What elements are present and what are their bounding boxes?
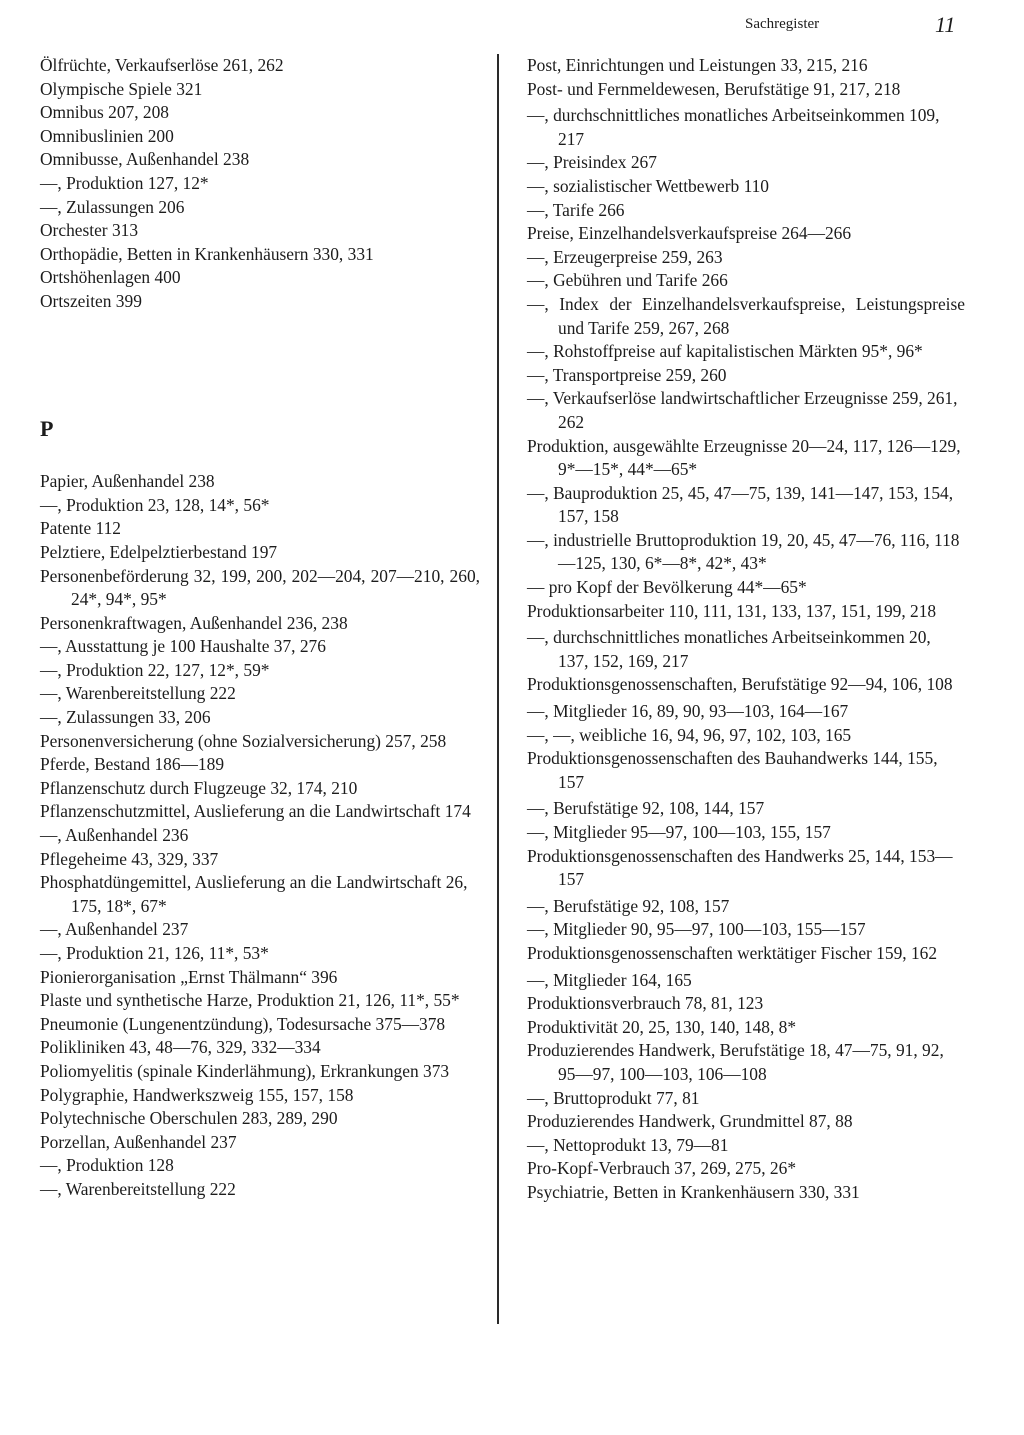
- index-entry: Produktion, ausgewählte Erzeugnisse 20—24, 117, 126—129, 9*—15*, 44*—65*: [527, 435, 961, 480]
- index-entry: Pferde, Bestand 186—189: [40, 754, 225, 775]
- index-entry: —, Warenbereitstellung 222: [40, 683, 236, 704]
- index-entry: —, sozialistischer Wettbewerb 110: [527, 175, 770, 196]
- index-entry: Plaste und synthetische Harze, Produktion 21, 126, 11*, 55*: [40, 990, 460, 1011]
- index-entry: —, Produktion 127, 12*: [40, 172, 209, 193]
- index-entry: —, Außenhandel 237: [40, 919, 189, 940]
- index-entry: —, Berufstätige 92, 108, 157: [527, 895, 730, 916]
- index-entry: Patente 112: [40, 518, 121, 539]
- index-entry: —, Mitglieder 90, 95—97, 100—103, 155—157: [527, 919, 866, 940]
- index-entry: Personenversicherung (ohne Sozialversicherung) 257, 258: [40, 730, 447, 751]
- index-entry: Produktionsgenossenschaften des Bauhandwerks 144, 155, 157: [527, 748, 938, 792]
- index-entry: —, Transportpreise 259, 260: [527, 364, 727, 385]
- index-entry: —, Außenhandel 236: [40, 825, 189, 846]
- index-entry: Post- und Fernmeldewesen, Berufstätige 91, 217, 218: [527, 78, 901, 99]
- index-entry: Preise, Einzelhandelsverkaufspreise 264—266: [527, 223, 852, 244]
- page-number: 11: [935, 12, 956, 37]
- index-entry: Pelztiere, Edelpelztierbestand 197: [40, 541, 278, 562]
- right-column: [527, 54, 965, 1205]
- index-entry: Pro-Kopf-Verbrauch 37, 269, 275, 26*: [527, 1158, 797, 1179]
- index-entry: Personenbeförderung 32, 199, 200, 202—204, 207—210, 260, 24*, 94*, 95*: [40, 565, 480, 610]
- index-entry: Produktivität 20, 25, 130, 140, 148, 8*: [527, 1016, 797, 1037]
- index-entry: —, Tarife 266: [527, 199, 625, 220]
- index-entry: Produzierendes Handwerk, Grundmittel 87, 88: [527, 1111, 853, 1132]
- index-entry: —, Produktion 128: [40, 1155, 174, 1176]
- index-entry: Omnibus 207, 208: [40, 102, 169, 123]
- index-entry: —, Nettoprodukt 13, 79—81: [527, 1134, 729, 1155]
- index-entry: —, Erzeugerpreise 259, 263: [527, 246, 723, 267]
- index-entry: —, Produktion 22, 127, 12*, 59*: [40, 659, 270, 680]
- index-entry: —, Produktion 21, 126, 11*, 53*: [40, 943, 269, 963]
- index-entry: Porzellan, Außenhandel 237: [40, 1131, 237, 1152]
- index-entry: —, Index der Einzelhandelsverkaufspreise, Leistungspreise und Tarife 259, 267, 268: [527, 293, 965, 338]
- index-entry: —, Produktion 23, 128, 14*, 56*: [40, 494, 270, 515]
- index-entry: Personenkraftwagen, Außenhandel 236, 238: [40, 612, 348, 633]
- index-entry: —, Mitglieder 164, 165: [527, 969, 692, 990]
- index-entry: Polytechnische Oberschulen 283, 289, 290: [40, 1108, 338, 1129]
- index-entry: —, Gebühren und Tarife 266: [527, 270, 728, 291]
- index-entry: Orthopädie, Betten in Krankenhäusern 330, 331: [40, 243, 374, 264]
- index-entry: —, Mitglieder 95—97, 100—103, 155, 157: [527, 822, 831, 842]
- index-entry: Produzierendes Handwerk, Berufstätige 18, 47—75, 91, 92, 95—97, 100—103, 106—108: [527, 1040, 944, 1084]
- index-entry: Produktionsarbeiter 110, 111, 131, 133, 137, 151, 199, 218: [527, 600, 937, 621]
- index-entry: —, industrielle Bruttoproduktion 19, 20, 45, 47—76, 116, 118—125, 130, 6*—8*, 42*, 43*: [527, 529, 960, 574]
- index-entry: —, Mitglieder 16, 89, 90, 93—103, 164—167: [527, 701, 849, 722]
- index-entry: Pflegeheime 43, 329, 337: [40, 848, 219, 869]
- index-entry: Pneumonie (Lungenentzündung), Todesursache 375—378: [40, 1013, 446, 1034]
- index-entry: —, Preisindex 267: [527, 152, 657, 173]
- index-entry: Papier, Außenhandel 238: [40, 471, 215, 492]
- index-entry: Post, Einrichtungen und Leistungen 33, 215, 216: [527, 55, 868, 75]
- index-entry: —, durchschnittliches monatliches Arbeitseinkommen 20, 137, 152, 169, 217: [527, 627, 931, 671]
- entries-o: [40, 54, 480, 314]
- index-entry: —, Rohstoffpreise auf kapitalistischen Märkten 95*, 96*: [527, 341, 923, 362]
- index-entry: Pflanzenschutzmittel, Auslieferung an die Landwirtschaft 174: [40, 801, 471, 822]
- index-entry: Ortszeiten 399: [40, 290, 142, 311]
- index-entry: Pionierorganisation „Ernst Thälmann“ 396: [40, 966, 338, 987]
- index-entry: Omnibuslinien 200: [40, 125, 174, 146]
- index-entry: —, Ausstattung je 100 Haushalte 37, 276: [40, 636, 326, 657]
- index-entry: —, Zulassungen 206: [40, 196, 185, 217]
- index-entry: —, —, weibliche 16, 94, 96, 97, 102, 103, 165: [527, 724, 852, 745]
- index-entry: Polikliniken 43, 48—76, 329, 332—334: [40, 1037, 321, 1058]
- index-entry: —, Verkaufserlöse landwirtschaftlicher Erzeugnisse 259, 261, 262: [527, 388, 958, 432]
- index-entry: Phosphatdüngemittel, Auslieferung an die Landwirtschaft 26, 175, 18*, 67*: [40, 872, 468, 916]
- index-entry: Ortshöhenlagen 400: [40, 267, 181, 288]
- index-entry: —, Bruttoprodukt 77, 81: [527, 1087, 700, 1108]
- index-entry: —, Warenbereitstellung 222: [40, 1178, 236, 1199]
- running-head: Sachregister: [745, 16, 820, 32]
- index-entry: Produktionsgenossenschaften, Berufstätige 92—94, 106, 108: [527, 674, 953, 695]
- index-entry: Orchester 313: [40, 220, 139, 241]
- index-entry: Psychiatrie, Betten in Krankenhäusern 330, 331: [527, 1181, 860, 1202]
- index-entry: —, durchschnittliches monatliches Arbeitseinkommen 109, 217: [527, 105, 940, 149]
- index-entry: Ölfrüchte, Verkaufserlöse 261, 262: [40, 55, 284, 75]
- column-divider: [497, 54, 499, 1324]
- index-entry: — pro Kopf der Bevölkerung 44*—65*: [527, 577, 807, 598]
- index-entry: —, Berufstätige 92, 108, 144, 157: [527, 798, 765, 819]
- index-entry: Olympische Spiele 321: [40, 78, 203, 99]
- entries-p: [40, 470, 480, 1201]
- index-entry: Omnibusse, Außenhandel 238: [40, 149, 250, 170]
- index-entry: Pflanzenschutz durch Flugzeuge 32, 174, 210: [40, 777, 358, 798]
- index-entry: Produktionsverbrauch 78, 81, 123: [527, 993, 764, 1014]
- index-entry: —, Zulassungen 33, 206: [40, 707, 211, 728]
- left-column: [40, 54, 480, 1202]
- section-letter: P: [40, 415, 54, 441]
- index-entry: Poliomyelitis (spinale Kinderlähmung), Erkrankungen 373: [40, 1060, 450, 1081]
- index-entry: —, Bauproduktion 25, 45, 47—75, 139, 141—147, 153, 154, 157, 158: [527, 482, 954, 527]
- index-entry: Polygraphie, Handwerkszweig 155, 157, 158: [40, 1084, 354, 1105]
- index-entry: Produktionsgenossenschaften des Handwerks 25, 144, 153—157: [527, 845, 953, 890]
- index-entry: Produktionsgenossenschaften werktätiger Fischer 159, 162: [527, 942, 938, 963]
